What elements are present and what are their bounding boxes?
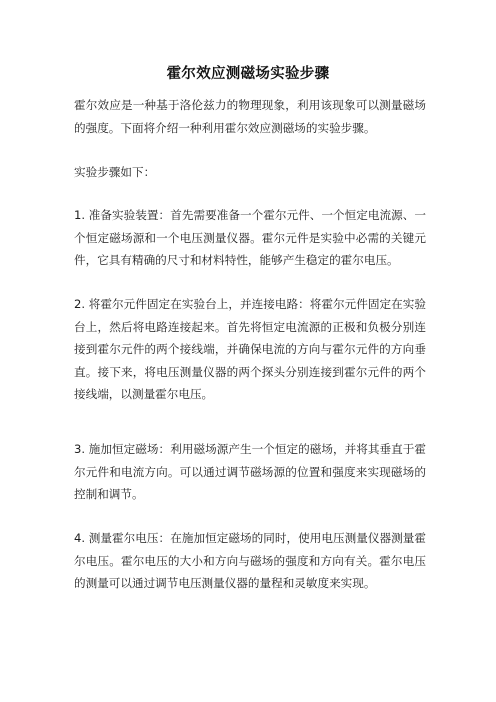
step-paragraph-1: 1. 准备实验装置：首先需要准备一个霍尔元件、一个恒定电流源、一个恒定磁场源和一个电压测量仪器。霍尔元件是实验中必需的关键元件，它具有精确的尺寸和材料特性，能够产生稳定的霍尔电压。	[74, 208, 426, 268]
step-paragraph-2: 2. 将霍尔元件固定在实验台上，并连接电路：将霍尔元件固定在实验台上，然后将电路连接起来。首先将恒定电流源的正极和负极分别连接到霍尔元件的两个接线端，并确保电流的方向与霍尔元件的方向垂直。接下来，将电压测量仪器的两个探头分别连接到霍尔元件的两个接线端，以测量霍尔电压。	[74, 297, 426, 402]
step-paragraph-4: 4. 测量霍尔电压：在施加恒定磁场的同时，使用电压测量仪器测量霍尔电压。霍尔电压的大小和方向与磁场的强度和方向有关。霍尔电压的测量可以通过调节电压测量仪器的量程和灵敏度来实现。	[74, 531, 426, 591]
intro-paragraph: 霍尔效应是一种基于洛伦兹力的物理现象，利用该现象可以测量磁场的强度。下面将介绍一种利用霍尔效应测磁场的实验步骤。	[74, 98, 426, 135]
document-title: 霍尔效应测磁场实验步骤	[166, 66, 330, 82]
steps-heading: 实验步骤如下：	[74, 165, 156, 179]
step-paragraph-3: 3. 施加恒定磁场：利用磁场源产生一个恒定的磁场，并将其垂直于霍尔元件和电流方向。可以通过调节磁场源的位置和强度来实现磁场的控制和调节。	[74, 442, 426, 502]
